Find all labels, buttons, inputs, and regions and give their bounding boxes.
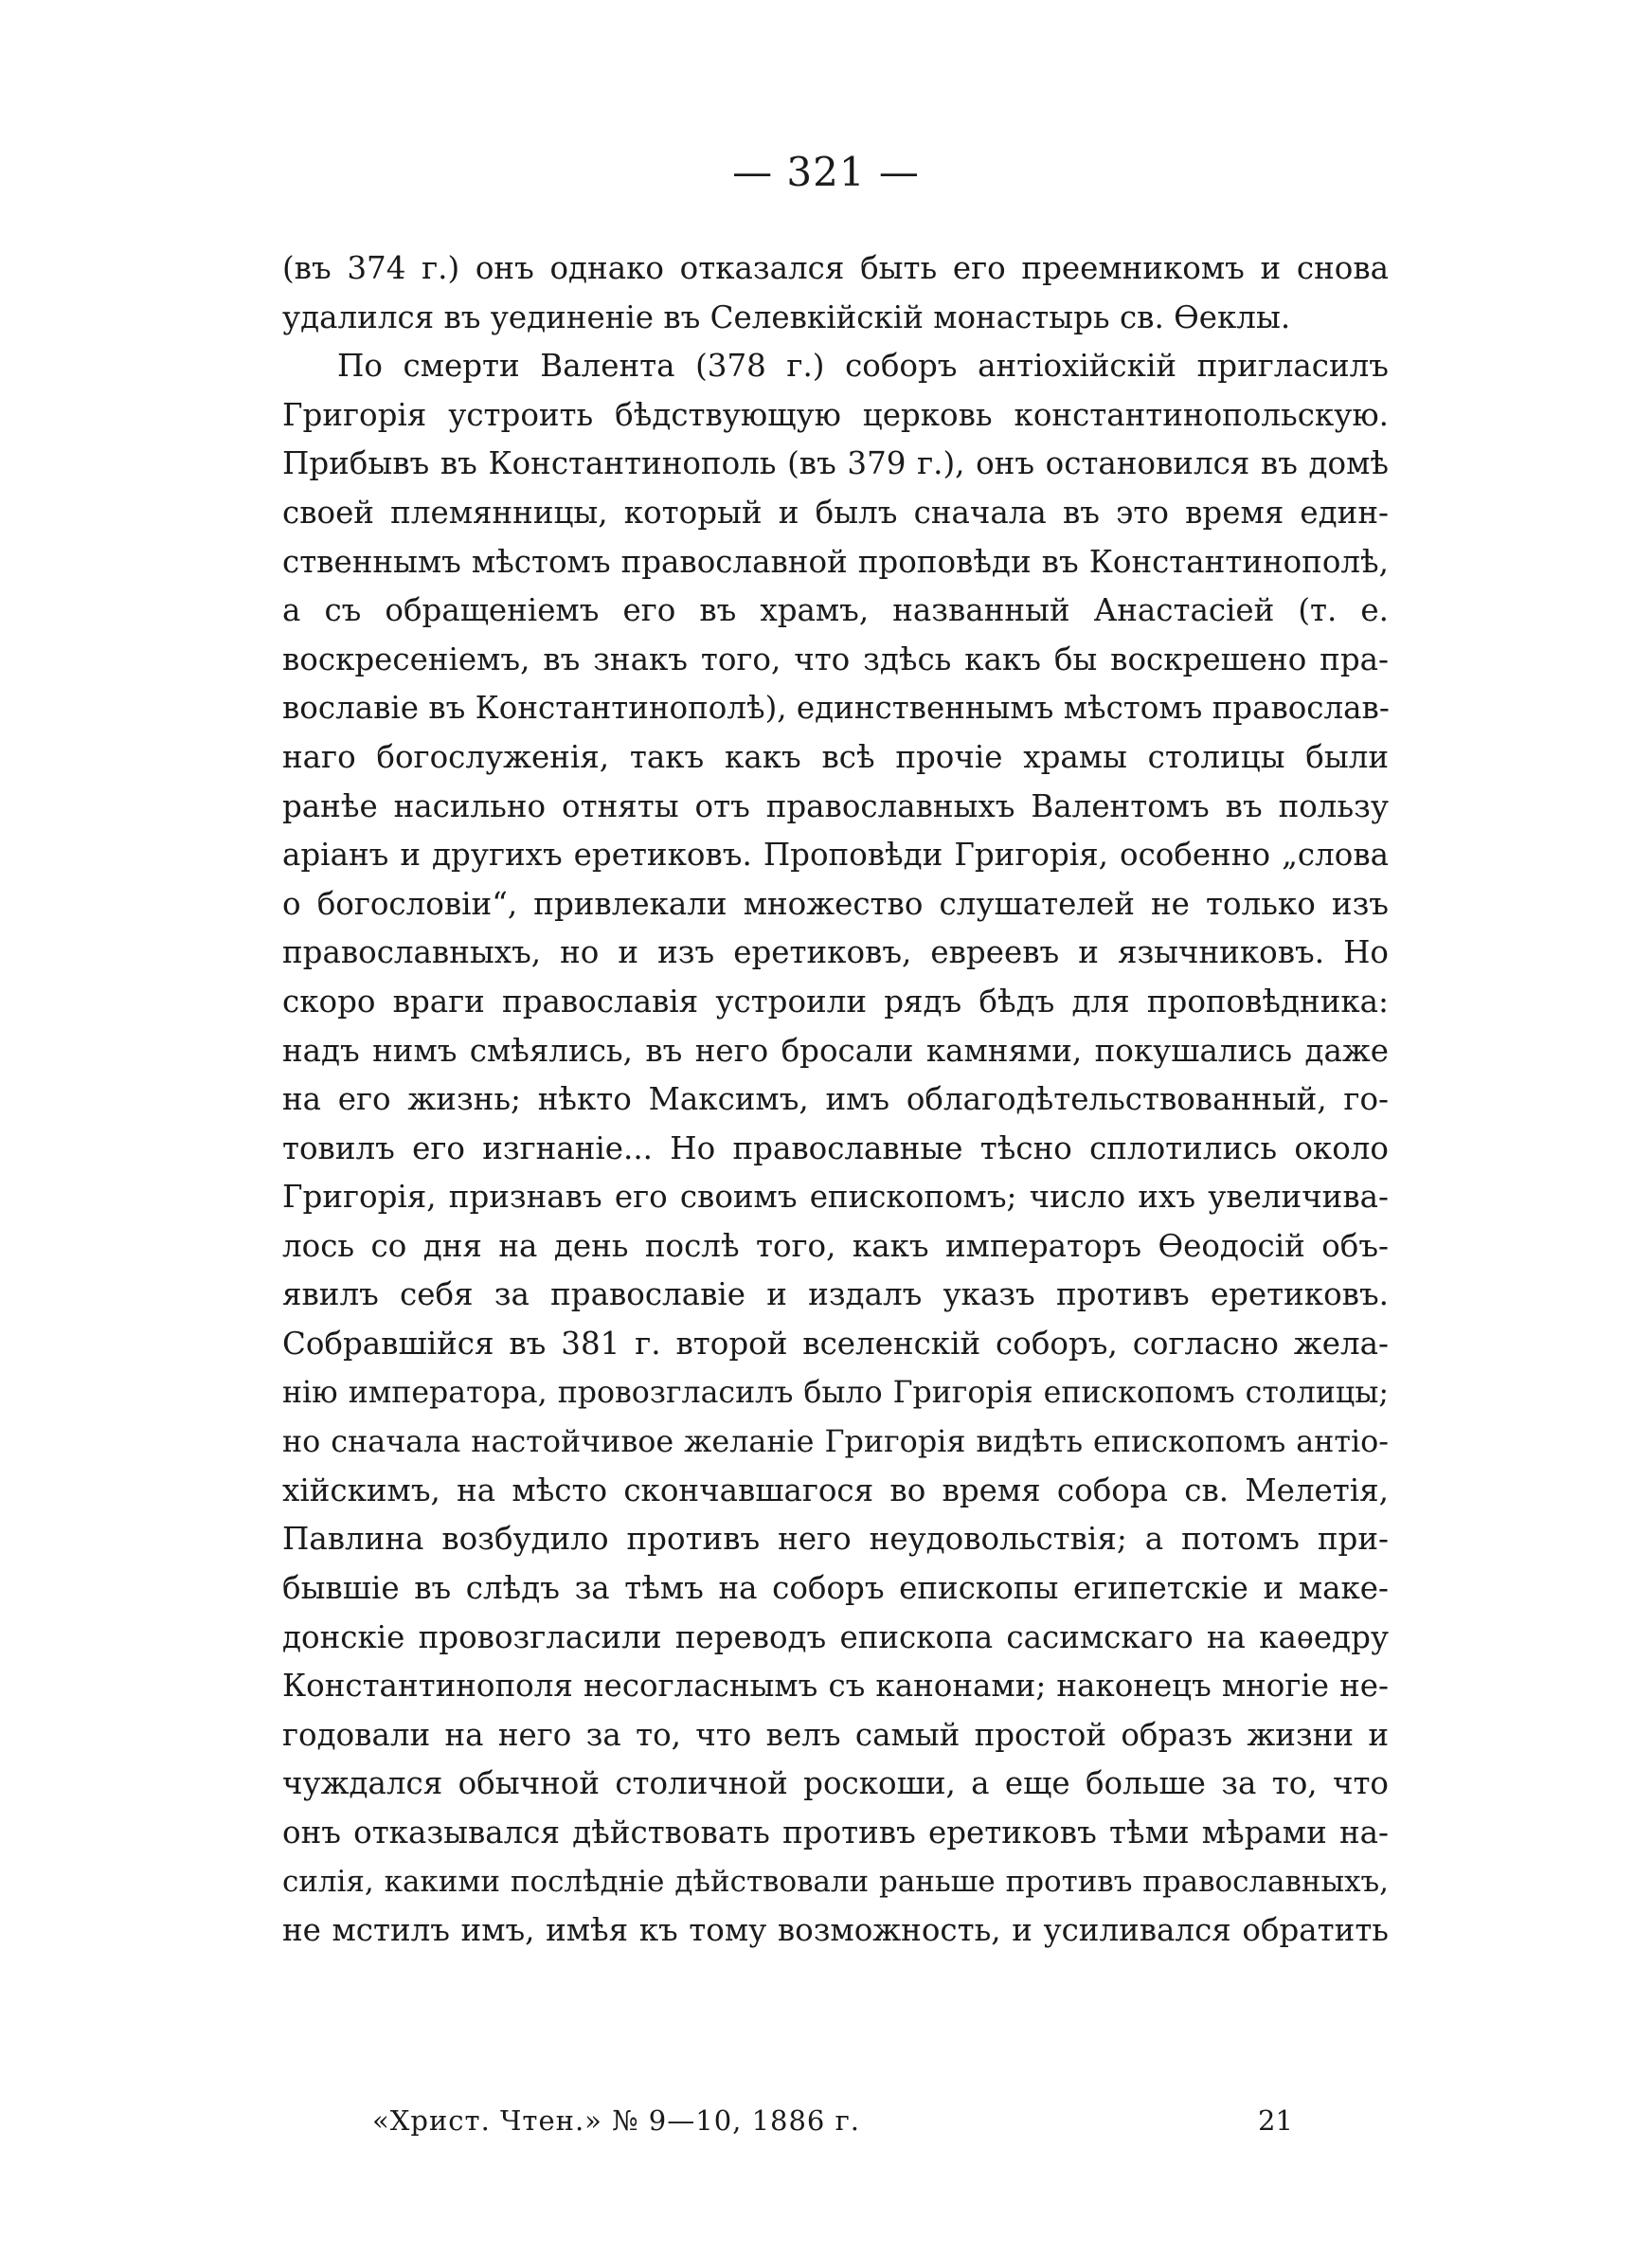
text-line: хійскимъ, на мѣсто скончавшагося во время собора св. Мелетія, <box>282 1472 1389 1508</box>
text-line: Константинополя несогласнымъ съ канонами; наконецъ многіе не- <box>282 1668 1389 1705</box>
text-line: о богословіи“, привлекали множество слушателей не только изъ <box>282 885 1389 922</box>
text-line: на его жизнь; нѣкто Максимъ, имъ облагодѣтельствованный, го- <box>282 1081 1389 1118</box>
text-line: своей племянницы, который и былъ сначала въ это время един- <box>282 494 1389 531</box>
text-line: ственнымъ мѣстомъ православной проповѣди въ Константинополѣ, <box>282 543 1389 580</box>
text-line: онъ отказывался дѣйствовать противъ еретиковъ тѣми мѣрами на- <box>282 1815 1389 1851</box>
text-line: надъ нимъ смѣялись, въ него бросали камнями, покушались даже <box>282 1032 1389 1069</box>
text-line: вославіе въ Константинополѣ), единственнымъ мѣстомъ православ- <box>282 690 1390 727</box>
page-number: — 321 — <box>732 149 920 195</box>
text-line: воскресеніемъ, въ знакъ того, что здѣсь какъ бы воскрешено пра- <box>282 641 1389 677</box>
text-line: нію императора, провозгласилъ было Григорія епископомъ столицы; <box>282 1375 1389 1410</box>
text-line: но сначала настойчивое желаніе Григорія видѣть епископомъ антіо- <box>282 1424 1389 1460</box>
text-line: (въ 374 г.) онъ однако отказался быть его преемникомъ и снова <box>282 250 1389 286</box>
page-footer <box>372 2097 1320 2144</box>
text-line: а съ обращеніемъ его въ храмъ, названный Анастасіей (т. е. <box>282 592 1389 629</box>
text-line: Григорія устроить бѣдствующую церковь константинопольскую. <box>282 396 1389 433</box>
paragraph-start-line: По смерти Валента (378 г.) соборъ антіохійскій пригласилъ <box>337 348 1389 385</box>
body-text <box>282 244 1389 1956</box>
signature-mark: 21 <box>1258 2104 1293 2137</box>
footer-source: «Христ. Чтен.» № 9—10, 1886 г. <box>372 2104 861 2137</box>
text-line: годовали на него за то, что велъ самый простой образъ жизни и <box>282 1716 1389 1753</box>
text-line: ранѣе насильно отняты отъ православныхъ Валентомъ въ пользу <box>282 787 1389 824</box>
text-line: Павлина возбудило противъ него неудовольствія; а потомъ при- <box>282 1521 1389 1558</box>
text-line: Собравшійся въ 381 г. второй вселенскій соборъ, согласно жела- <box>282 1326 1389 1363</box>
text-line: силія, какими послѣдніе дѣйствовали раньше противъ православныхъ, <box>282 1864 1389 1899</box>
text-line: не мстилъ имъ, имѣя къ тому возможность, и усиливался обратить <box>282 1912 1389 1949</box>
text-line: Григорія, признавъ его своимъ епископомъ; число ихъ увеличива- <box>282 1179 1389 1216</box>
text-line: товилъ его изгнаніе... Но православные тѣсно сплотились около <box>282 1129 1389 1166</box>
text-line: скоро враги православія устроили рядъ бѣдъ для проповѣдника: <box>282 983 1389 1020</box>
text-line: Прибывъ въ Константинополь (въ 379 г.), онъ остановился въ домѣ <box>282 445 1389 482</box>
text-line: наго богослуженія, такъ какъ всѣ прочіе храмы столицы были <box>282 738 1389 775</box>
text-line: лось со дня на день послѣ того, какъ императоръ Ѳеодосій объ- <box>282 1227 1389 1264</box>
text-line: чуждался обычной столичной роскоши, а еще больше за то, что <box>282 1765 1389 1802</box>
text-line: аріанъ и другихъ еретиковъ. Проповѣди Григорія, особенно „слова <box>282 837 1389 874</box>
text-line: донскіе провозгласили переводъ епископа сасимскаго на каѳедру <box>282 1618 1389 1655</box>
text-line: бывшіе въ слѣдъ за тѣмъ на соборъ епископы египетскіе и маке- <box>282 1570 1389 1607</box>
text-line: удалился въ уединеніе въ Селевкійскій монастырь св. Ѳеклы. <box>282 298 1291 335</box>
text-line: явилъ себя за православіе и издалъ указъ противъ еретиковъ. <box>282 1276 1389 1313</box>
text-line: православныхъ, но и изъ еретиковъ, евреевъ и язычниковъ. Но <box>282 934 1389 971</box>
